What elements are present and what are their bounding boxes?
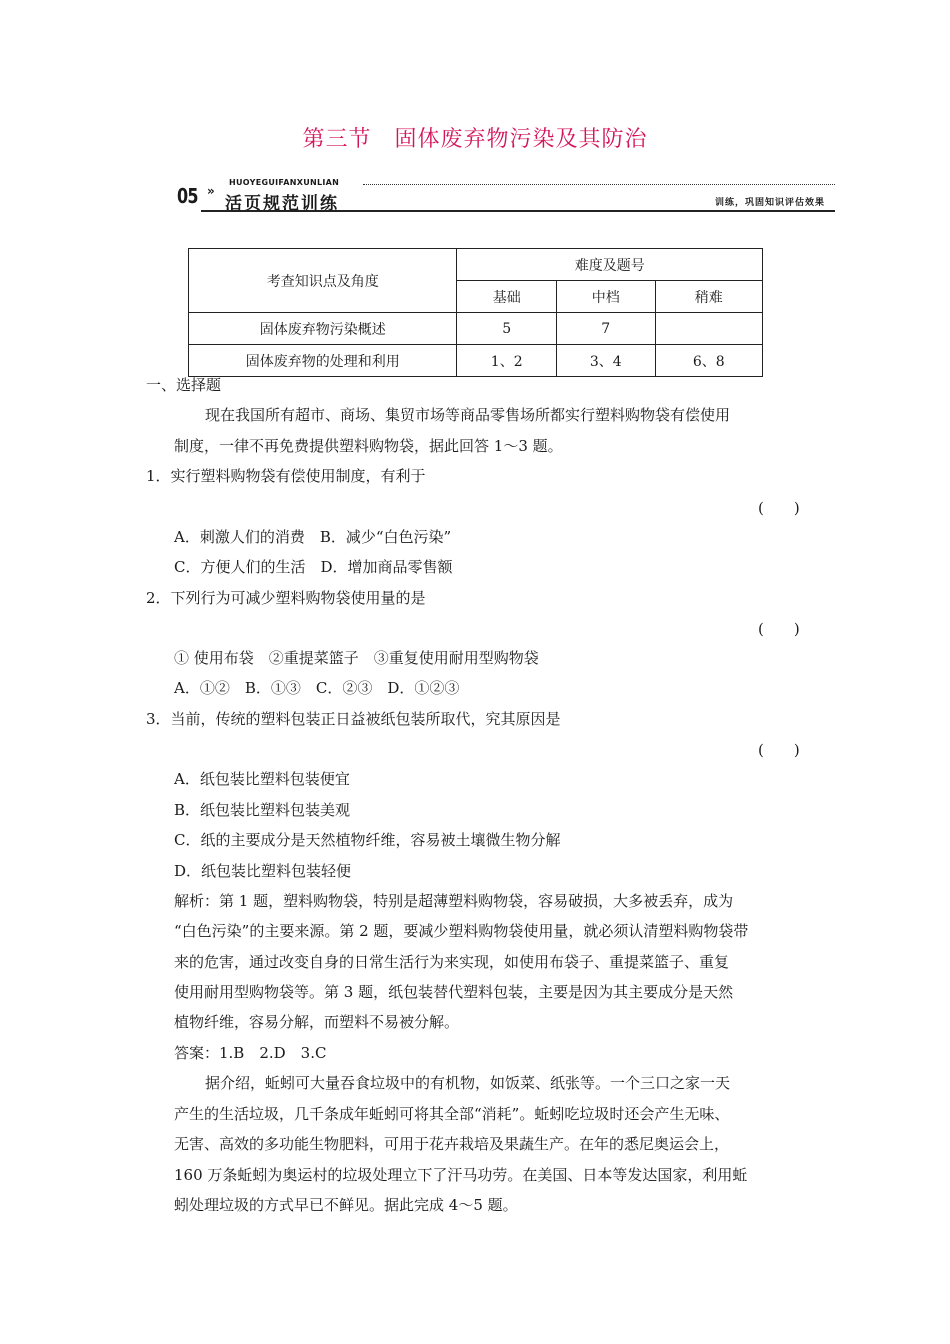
banner-divider bbox=[201, 210, 835, 212]
table-cell-medium: 7 bbox=[556, 313, 655, 345]
table-header-medium: 中档 bbox=[556, 281, 655, 313]
table-cell-basic: 1、2 bbox=[457, 345, 557, 377]
banner-pinyin: HUOYEGUIFANXUNLIAN bbox=[229, 178, 340, 187]
table-row bbox=[189, 313, 763, 345]
analysis-line4: 使用耐用型购物袋等。第 3 题，纸包装替代塑料包装，主要是因为其主要成分是天然 bbox=[174, 983, 734, 1001]
intro2-line2: 产生的生活垃圾，几千条成年蚯蚓可将其全部“消耗”。蚯蚓吃垃圾时还会产生无味、 bbox=[174, 1105, 730, 1123]
banner-label: 活页规范训练 bbox=[225, 194, 339, 214]
banner-dotted-divider bbox=[363, 184, 835, 185]
q1-options-cd: C．方便人们的生活 D．增加商品零售额 bbox=[174, 558, 453, 576]
table-header-difficulty: 难度及题号 bbox=[457, 249, 763, 281]
analysis-line5: 植物纤维，容易分解，而塑料不易被分解。 bbox=[174, 1013, 460, 1031]
page-title: 第三节 固体废弃物污染及其防治 bbox=[302, 127, 648, 152]
analysis-line3: 来的危害，通过改变自身的日常生活行为来实现，如使用布袋子、重提菜篮子、重复 bbox=[174, 953, 730, 971]
table-cell-hard bbox=[655, 313, 763, 345]
table-row bbox=[189, 345, 763, 377]
table-header-topic: 考查知识点及角度 bbox=[189, 249, 457, 313]
intro1-line1: 现在我国所有超市、商场、集贸市场等商品零售场所都实行塑料购物袋有偿使用 bbox=[205, 406, 731, 424]
table-cell-basic: 5 bbox=[457, 313, 557, 345]
chevron-icon: » bbox=[207, 184, 215, 198]
q3-answer-blank: ( ) bbox=[758, 741, 800, 759]
table-header-basic: 基础 bbox=[457, 281, 557, 313]
q3-option-d: D．纸包装比塑料包装轻便 bbox=[174, 862, 352, 880]
q1-answer-blank: ( ) bbox=[758, 499, 800, 517]
intro1-line2: 制度，一律不再免费提供塑料购物袋，据此回答 1～3 题。 bbox=[174, 437, 563, 455]
table-cell-medium: 3、4 bbox=[556, 345, 655, 377]
q2-items: ① 使用布袋 ②重提菜篮子 ③重复使用耐用型购物袋 bbox=[174, 649, 539, 667]
answer-key: 答案：1.B 2.D 3.C bbox=[174, 1044, 327, 1062]
table-cell-topic: 固体废弃物污染概述 bbox=[189, 313, 457, 345]
intro2-line3: 无害、高效的多功能生物肥料，可用于花卉栽培及果蔬生产。在年的悉尼奥运会上， bbox=[174, 1135, 730, 1153]
q1-stem: 1．实行塑料购物袋有偿使用制度，有利于 bbox=[146, 467, 426, 485]
section-banner bbox=[173, 178, 835, 214]
q2-stem: 2．下列行为可减少塑料购物袋使用量的是 bbox=[146, 589, 426, 607]
banner-number: 05 bbox=[177, 184, 198, 208]
q3-option-b: B．纸包装比塑料包装美观 bbox=[174, 801, 351, 819]
q3-option-a: A．纸包装比塑料包装便宜 bbox=[174, 770, 350, 788]
table-cell-topic: 固体废弃物的处理和利用 bbox=[189, 345, 457, 377]
table-cell-hard: 6、8 bbox=[655, 345, 763, 377]
q2-options: A．①② B．①③ C．②③ D．①②③ bbox=[174, 679, 460, 697]
intro2-line5: 蚓处理垃圾的方式早已不鲜见。据此完成 4～5 题。 bbox=[174, 1196, 518, 1214]
analysis-line2: “白色污染”的主要来源。第 2 题，要减少塑料购物袋使用量，就必须认清塑料购物袋带 bbox=[174, 922, 749, 940]
q2-answer-blank: ( ) bbox=[758, 620, 800, 638]
q3-option-c: C．纸的主要成分是天然植物纤维，容易被土壤微生物分解 bbox=[174, 831, 561, 849]
difficulty-table bbox=[188, 248, 763, 377]
q3-stem: 3．当前，传统的塑料包装正日益被纸包装所取代，究其原因是 bbox=[146, 710, 561, 728]
banner-slogan: 训练，巩固知识评估效果 bbox=[714, 198, 825, 208]
analysis-line1: 解析：第 1 题，塑料购物袋，特别是超薄塑料购物袋，容易破损，大多被丢弃，成为 bbox=[174, 892, 734, 910]
intro2-line1: 据介绍，蚯蚓可大量吞食垃圾中的有机物，如饭菜、纸张等。一个三口之家一天 bbox=[205, 1074, 731, 1092]
intro2-line4: 160 万条蚯蚓为奥运村的垃圾处理立下了汗马功劳。在美国、日本等发达国家，利用蚯 bbox=[174, 1166, 748, 1184]
section-heading: 一、选择题 bbox=[146, 376, 222, 394]
q1-options-ab: A．刺激人们的消费 B．减少“白色污染” bbox=[174, 528, 452, 546]
table-header-hard: 稍难 bbox=[655, 281, 763, 313]
